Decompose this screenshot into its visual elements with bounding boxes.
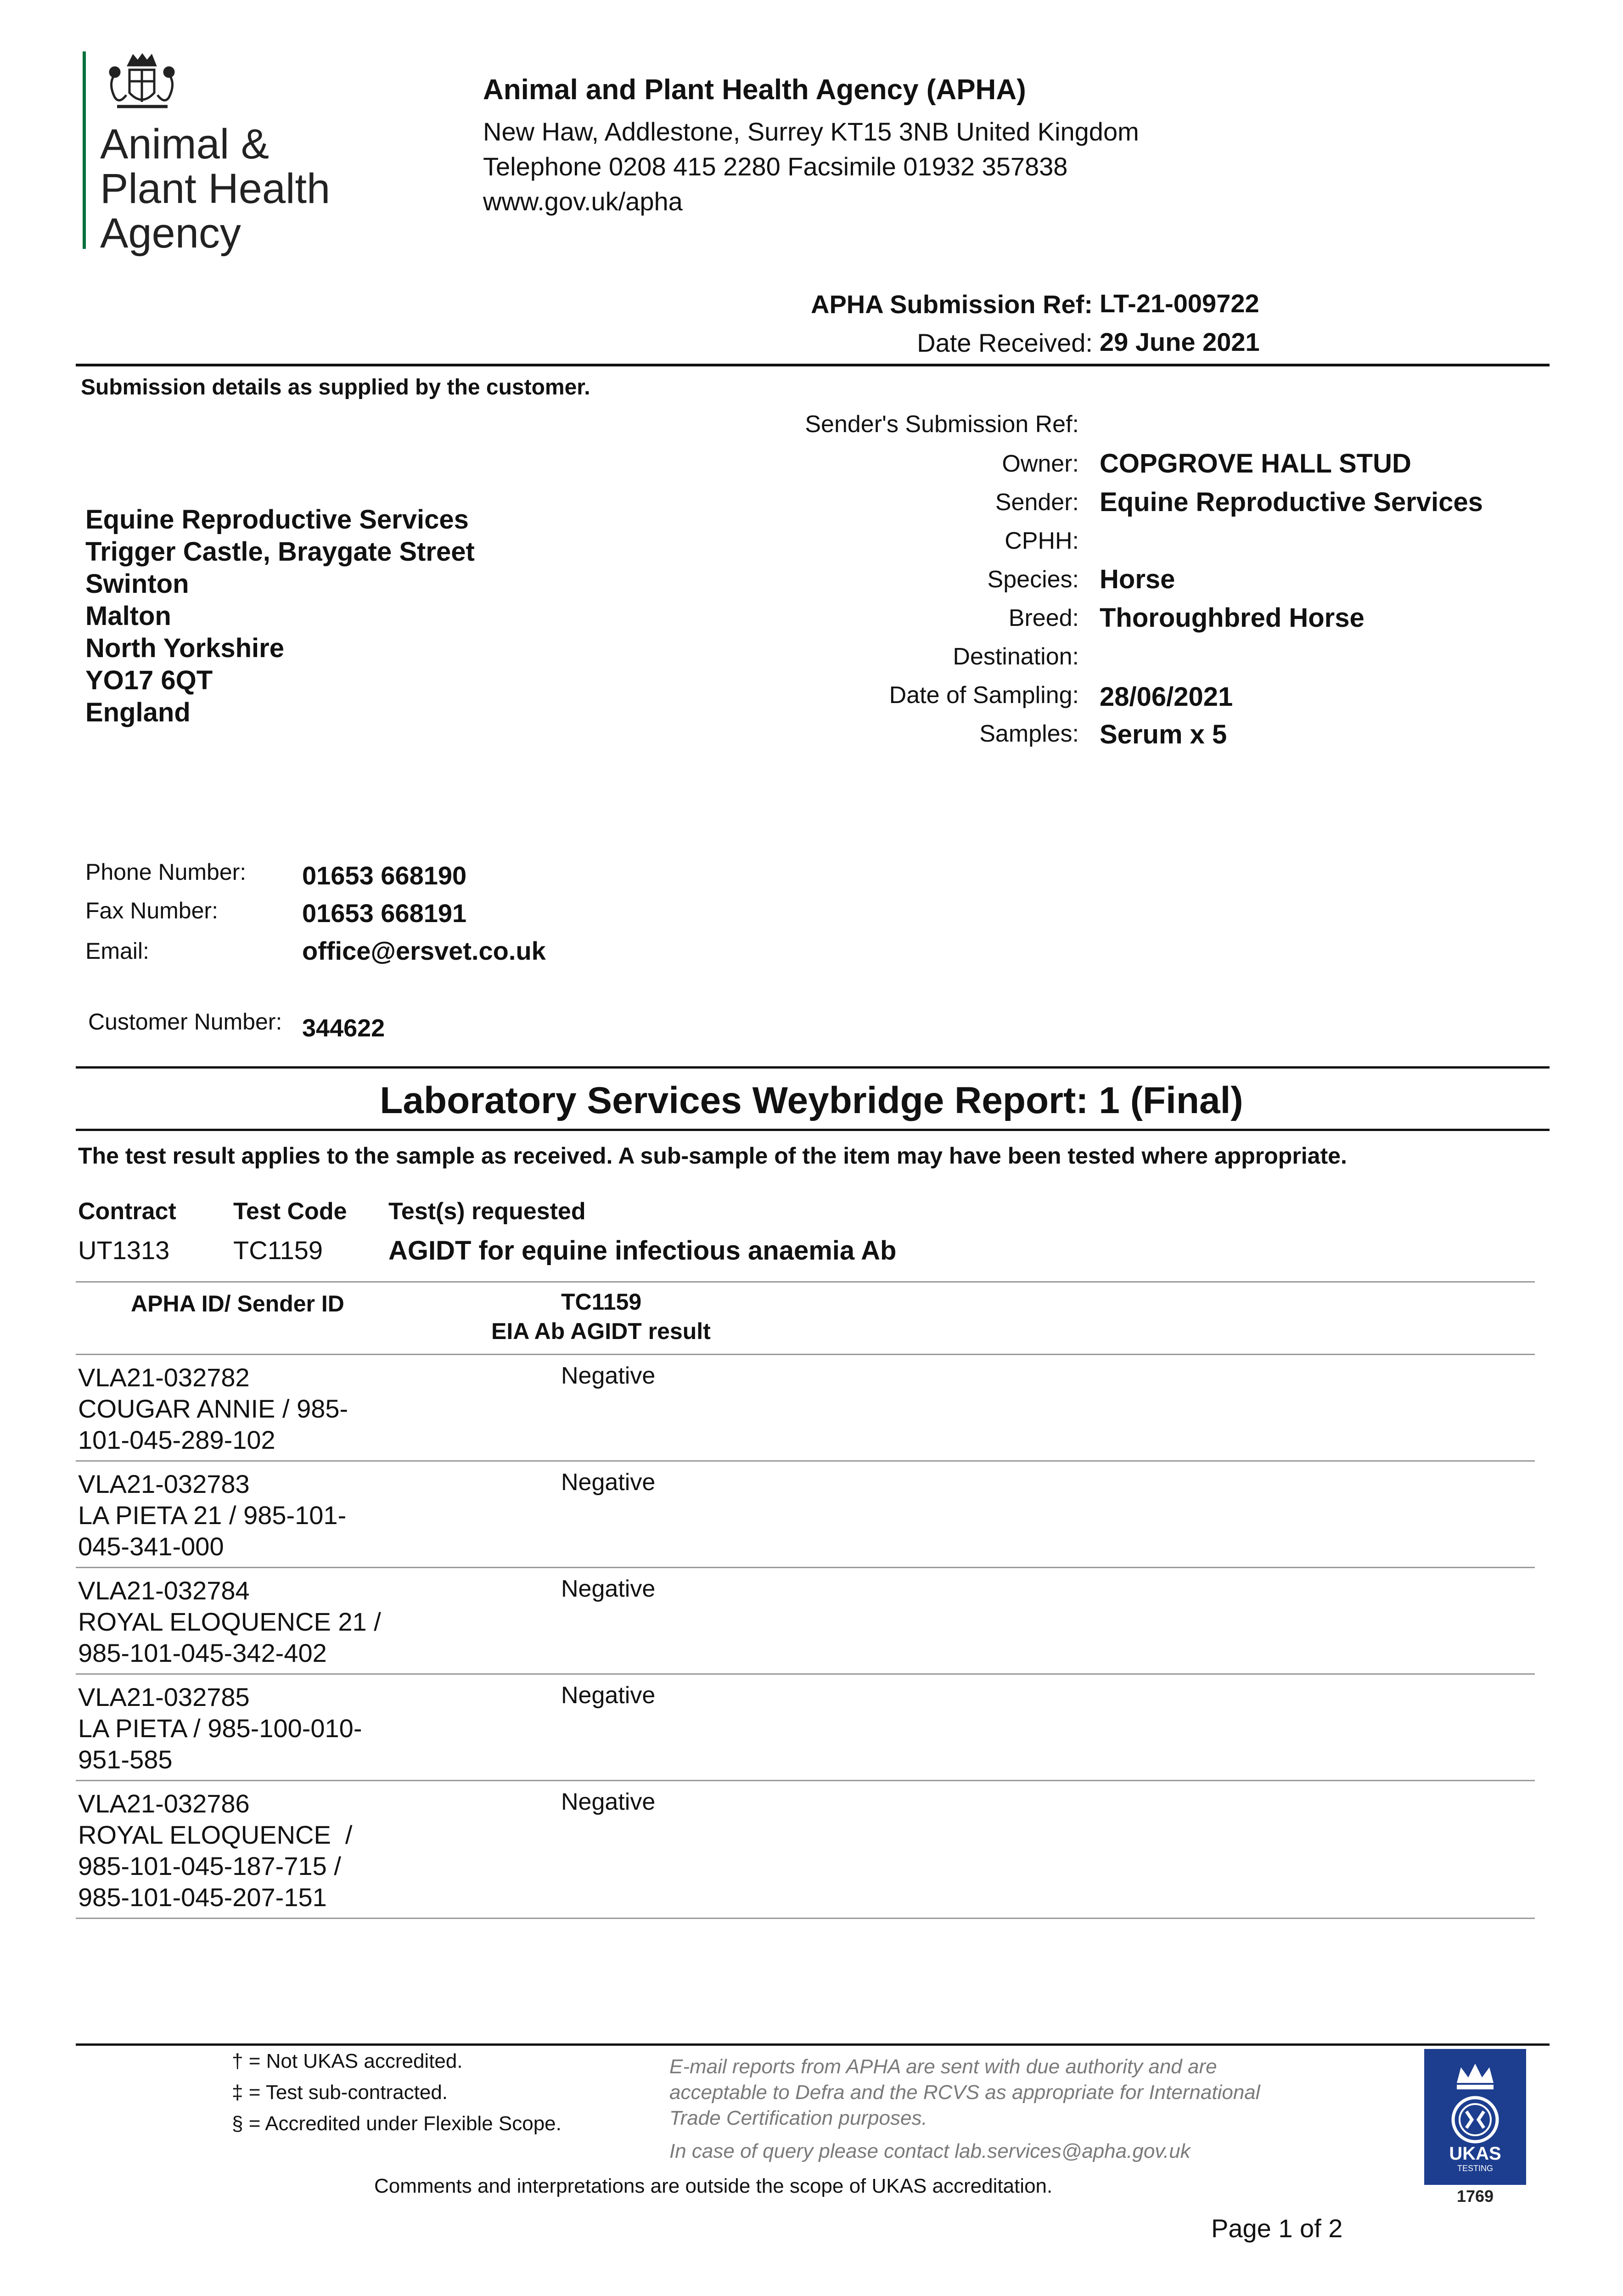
date-received-value: 29 June 2021 xyxy=(1100,327,1260,356)
email-value[interactable]: office@ersvet.co.uk xyxy=(302,936,546,965)
table-row-id: VLA21-032784 ROYAL ELOQUENCE 21 / 985-101-045-342-402 xyxy=(78,1576,381,1667)
email-note-line: E-mail reports from APHA are sent with due authority and are xyxy=(669,2055,1217,2078)
email-label: Email: xyxy=(85,938,149,964)
submission-ref-value: LT-21-009722 xyxy=(1100,289,1259,318)
table-row-result: Negative xyxy=(561,1576,656,1602)
footer-rule xyxy=(76,2043,1550,2046)
detail-label: Species: xyxy=(987,566,1079,593)
detail-value: 28/06/2021 xyxy=(1100,682,1233,712)
report-title: Laboratory Services Weybridge Report: 1 (Final) xyxy=(380,1080,1243,1121)
report-top-rule xyxy=(76,1066,1550,1069)
query-note: In case of query please contact lab.services@apha.gov.uk xyxy=(669,2140,1191,2162)
footnote: † = Not UKAS accredited. xyxy=(232,2050,463,2072)
detail-label: Owner: xyxy=(1002,450,1079,477)
table-row-result: Negative xyxy=(561,1469,656,1496)
report-disclaimer: The test result applies to the sample as received. A sub-sample of the item may have been tested where appropriate. xyxy=(78,1143,1347,1169)
table-row-rule xyxy=(76,1673,1535,1675)
detail-value: Horse xyxy=(1100,564,1175,594)
table-header-rule xyxy=(76,1354,1535,1355)
detail-value: Equine Reproductive Services xyxy=(1100,487,1483,517)
address-line: North Yorkshire xyxy=(85,633,284,663)
test-code-value: TC1159 xyxy=(233,1236,323,1265)
table-bottom-rule xyxy=(76,1918,1535,1919)
detail-label: CPHH: xyxy=(1005,528,1079,554)
detail-label: Samples: xyxy=(979,720,1079,747)
detail-label: Sender: xyxy=(995,489,1079,516)
address-line: Malton xyxy=(85,601,171,631)
agency-phone-fax: Telephone 0208 415 2280 Facsimile 01932 357838 xyxy=(483,152,1068,181)
col-header-id: APHA ID/ Sender ID xyxy=(131,1291,344,1317)
ukas-logo xyxy=(1424,2049,1526,2185)
logo-accent-bar xyxy=(83,51,86,249)
customer-number-value: 344622 xyxy=(302,1014,385,1042)
table-row-id: VLA21-032785 LA PIETA / 985-100-010- 951-585 xyxy=(78,1683,362,1774)
test-name-value: AGIDT for equine infectious anaemia Ab xyxy=(388,1236,897,1266)
detail-value: Serum x 5 xyxy=(1100,720,1227,749)
table-row-rule xyxy=(76,1780,1535,1781)
table-row-result: Negative xyxy=(561,1362,656,1389)
submission-ref-label: APHA Submission Ref: xyxy=(811,290,1093,319)
agency-title: Animal and Plant Health Agency (APHA) xyxy=(483,74,1026,106)
table-row-id: VLA21-032786 ROYAL ELOQUENCE / 985-101-045-187-715 / 985-101-045-207-151 xyxy=(78,1789,353,1912)
logo-text-line: Plant Health xyxy=(100,165,331,212)
supplied-note: Submission details as supplied by the customer. xyxy=(81,375,590,400)
ukas-scope-note: Comments and interpretations are outside the scope of UKAS accreditation. xyxy=(374,2175,1053,2197)
phone-label: Phone Number: xyxy=(85,859,247,885)
address-line: England xyxy=(85,698,191,727)
address-line: YO17 6QT xyxy=(85,665,213,695)
email-note-line: Trade Certification purposes. xyxy=(669,2107,927,2129)
table-row-id: VLA21-032782 COUGAR ANNIE / 985- 101-045-289-102 xyxy=(78,1363,348,1454)
footnote: § = Accredited under Flexible Scope. xyxy=(232,2112,562,2135)
contract-value: UT1313 xyxy=(78,1236,170,1265)
footnote: ‡ = Test sub-contracted. xyxy=(232,2081,448,2104)
detail-value: Thoroughbred Horse xyxy=(1100,603,1365,633)
date-received-label: Date Received: xyxy=(917,328,1093,357)
report-bottom-rule xyxy=(76,1129,1550,1131)
address-line: Equine Reproductive Services xyxy=(85,505,469,535)
detail-label: Breed: xyxy=(1008,605,1079,631)
detail-label: Date of Sampling: xyxy=(889,682,1079,709)
detail-label: Sender's Submission Ref: xyxy=(805,411,1079,438)
col-header-code: TC1159 xyxy=(561,1289,642,1315)
coat-of-arms-icon xyxy=(101,51,179,120)
agency-address: New Haw, Addlestone, Surrey KT15 3NB United Kingdom xyxy=(483,117,1139,146)
table-row-result: Negative xyxy=(561,1682,656,1709)
agency-website[interactable]: www.gov.uk/apha xyxy=(483,187,683,216)
detail-value: COPGROVE HALL STUD xyxy=(1100,449,1411,478)
contract-header: Contract xyxy=(78,1198,176,1225)
header-divider xyxy=(76,364,1550,366)
page-number: Page 1 of 2 xyxy=(1211,2214,1343,2243)
fax-label: Fax Number: xyxy=(85,898,218,923)
ukas-rosette-icon xyxy=(1424,2094,1526,2145)
test-code-header: Test Code xyxy=(233,1198,347,1225)
table-row-rule xyxy=(76,1460,1535,1462)
email-note-line: acceptable to Defra and the RCVS as appropriate for International xyxy=(669,2081,1260,2104)
col-header-result: EIA Ab AGIDT result xyxy=(491,1318,711,1344)
address-line: Swinton xyxy=(85,569,189,599)
ukas-sub-label: TESTING xyxy=(1457,2164,1493,2173)
table-row-rule xyxy=(76,1567,1535,1568)
logo-text-line: Animal & xyxy=(100,121,270,168)
customer-number-label: Customer Number: xyxy=(88,1009,282,1035)
detail-label: Destination: xyxy=(953,643,1079,670)
ukas-number: 1769 xyxy=(1456,2187,1494,2206)
fax-value: 01653 668191 xyxy=(302,899,467,928)
tests-requested-header: Test(s) requested xyxy=(388,1198,586,1225)
ukas-label: UKAS xyxy=(1449,2144,1501,2164)
table-top-rule xyxy=(76,1281,1535,1283)
table-row-id: VLA21-032783 LA PIETA 21 / 985-101- 045-341-000 xyxy=(78,1469,347,1561)
logo-text-line: Agency xyxy=(100,210,241,257)
table-row-result: Negative xyxy=(561,1789,656,1815)
address-line: Trigger Castle, Braygate Street xyxy=(85,537,475,567)
phone-value: 01653 668190 xyxy=(302,861,467,890)
